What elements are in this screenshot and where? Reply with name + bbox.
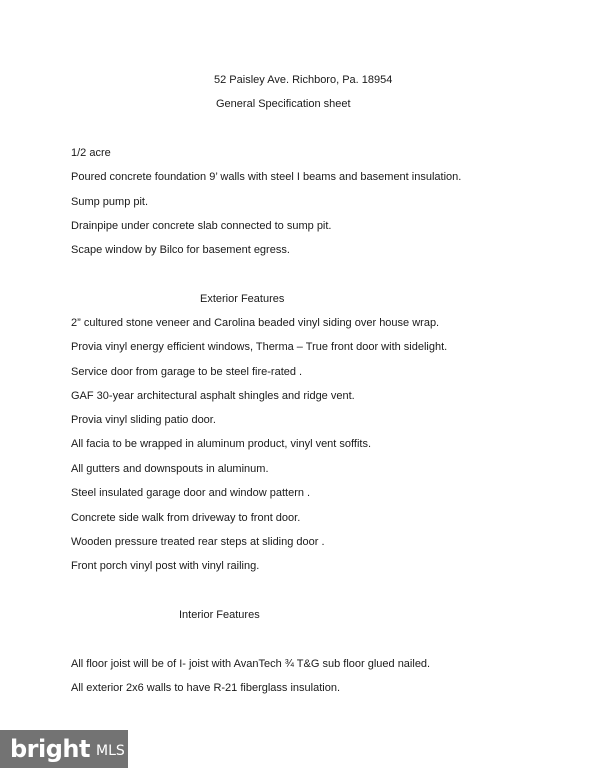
exterior-item: Provia vinyl energy efficient windows, Therma – True front door with sidelight. <box>71 341 448 353</box>
exterior-item: 2” cultured stone veneer and Carolina beaded vinyl siding over house wrap. <box>71 317 440 329</box>
exterior-item: Provia vinyl sliding patio door. <box>71 414 216 426</box>
interior-heading: Interior Features <box>179 609 260 621</box>
general-item: 1/2 acre <box>71 147 111 159</box>
bright-mls-watermark <box>0 730 128 768</box>
exterior-item: All facia to be wrapped in aluminum product, vinyl vent soffits. <box>71 438 372 450</box>
sheet-title: General Specification sheet <box>216 98 351 110</box>
general-item: Poured concrete foundation 9’ walls with steel I beams and basement insulation. <box>71 171 462 183</box>
exterior-item: Concrete side walk from driveway to front door. <box>71 512 301 524</box>
exterior-item: GAF 30-year architectural asphalt shingles and ridge vent. <box>71 390 355 402</box>
interior-item: All exterior 2x6 walls to have R-21 fiberglass insulation. <box>71 682 341 694</box>
address-heading: 52 Paisley Ave. Richboro, Pa. 18954 <box>214 74 393 86</box>
exterior-item: Service door from garage to be steel fire-rated . <box>71 366 303 378</box>
general-item: Sump pump pit. <box>71 196 149 208</box>
general-item: Scape window by Bilco for basement egress. <box>71 244 290 256</box>
exterior-item: Wooden pressure treated rear steps at sliding door . <box>71 536 325 548</box>
watermark-brand: bright <box>10 735 90 763</box>
exterior-item: Steel insulated garage door and window pattern . <box>71 487 311 499</box>
watermark-suffix: MLS <box>95 743 125 759</box>
interior-item: All floor joist will be of I- joist with AvanTech ¾ T&G sub floor glued nailed. <box>71 658 431 670</box>
general-item: Drainpipe under concrete slab connected to sump pit. <box>71 220 332 232</box>
exterior-item: Front porch vinyl post with vinyl railing. <box>71 560 260 572</box>
exterior-heading: Exterior Features <box>200 293 285 305</box>
exterior-item: All gutters and downspouts in aluminum. <box>71 463 269 475</box>
